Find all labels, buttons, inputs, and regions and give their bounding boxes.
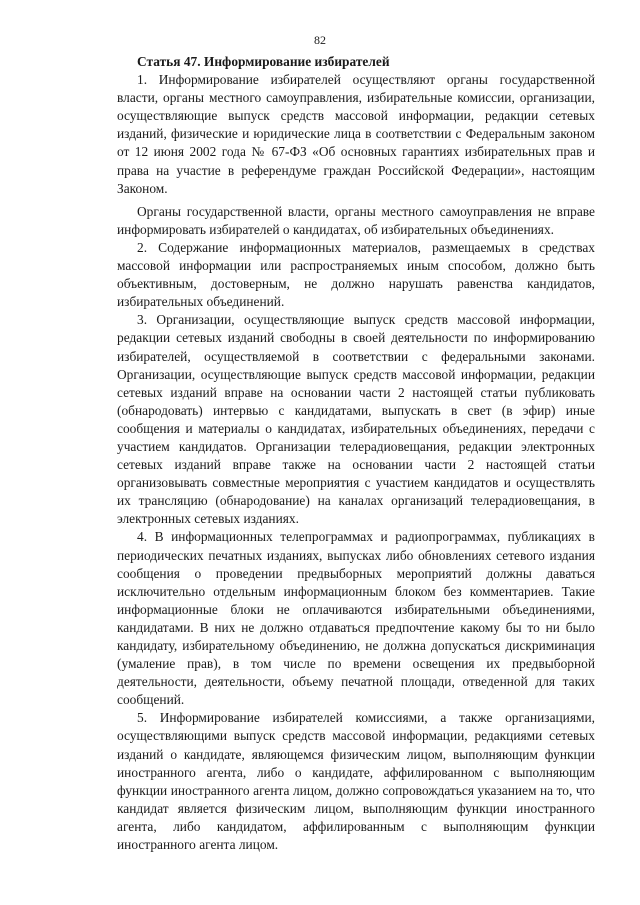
page-content (117, 53, 595, 854)
paragraph-1-continuation: Органы государственной власти, органы местного самоуправления не вправе информировать избирателей о кандидатах, об избирательных объединениях. (117, 203, 595, 237)
paragraph-2: 2. Содержание информационных материалов, размещаемых в средствах массовой информации или распространяемых иным способом, должно быть объективным, достоверным, не должно нарушать равенства кандидатов, избирательных объединений. (117, 239, 595, 310)
paragraph-3: 3. Организации, осуществляющие выпуск средств массовой информации, редакции сетевых изданий свободны в своей деятельности по информированию избирателей, осуществляемой в соответствии с федеральными законами. Организации, осуществляющие выпуск средств массовой информации, редакции сетевых изданий вправе на основании части 2 настоящей статьи публиковать (обнародовать) интервью с кандидатами, выпускать в свет (в эфир) иные сообщения и материалы о кандидатах, избирательных объединениях, передачи с участием кандидатов. Организации телерадиовещания, редакции электронных сетевых изданий вправе также на основании части 2 настоящей статьи организовывать совместные мероприятия с участием кандидатов и осуществлять их трансляцию (обнародование) на каналах организаций телерадиовещания, в электронных сетевых изданиях. (117, 312, 595, 527)
paragraph-5: 5. Информирование избирателей комиссиями, а также организациями, осуществляющими выпуск средств массовой информации, редакциями сетевых изданий о кандидате, являющемся физическим лицом, выполняющим функции иностранного агента, либо о кандидате, аффилированном с выполняющим функции иностранного агента лицом, должно сопровождаться указанием на то, что кандидат является физическим лицом, выполняющим функции иностранного агента, либо кандидатом, аффилированным с выполняющим функции иностранного агента лицом. (117, 710, 595, 853)
paragraph-1: 1. Информирование избирателей осуществляют органы государственной власти, органы местного самоуправления, избирательные комиссии, организации, осуществляющие выпуск средств массовой информации, редакции сетевых изданий, физические и юридические лица в соответствии с Федеральным законом от 12 июня 2002 года № 67-ФЗ «Об основных гарантиях избирательных прав и права на участие в референдуме граждан Российской Федерации», настоящим Законом. (117, 72, 595, 196)
paragraph-4: 4. В информационных телепрограммах и радиопрограммах, публикациях в периодических печатных изданиях, выпусках либо обновлениях сетевого издания сообщения о проведении предвыборных мероприятий должны даваться исключительно отдельным информационным блоком без комментариев. Такие информационные блоки не оплачиваются избирательными объединениями, кандидатами. В них не должно отдаваться предпочтение какому бы то ни было кандидату, избирательному объединению, не должна допускаться дискриминация (умаление прав), в том числе по времени освещения их предвыборной деятельности, деятельности, объему печатной площади, отведенной для таких сообщений. (117, 529, 595, 708)
page-number: 82 (314, 33, 326, 47)
article-title: Статья 47. Информирование избирателей (137, 54, 390, 69)
